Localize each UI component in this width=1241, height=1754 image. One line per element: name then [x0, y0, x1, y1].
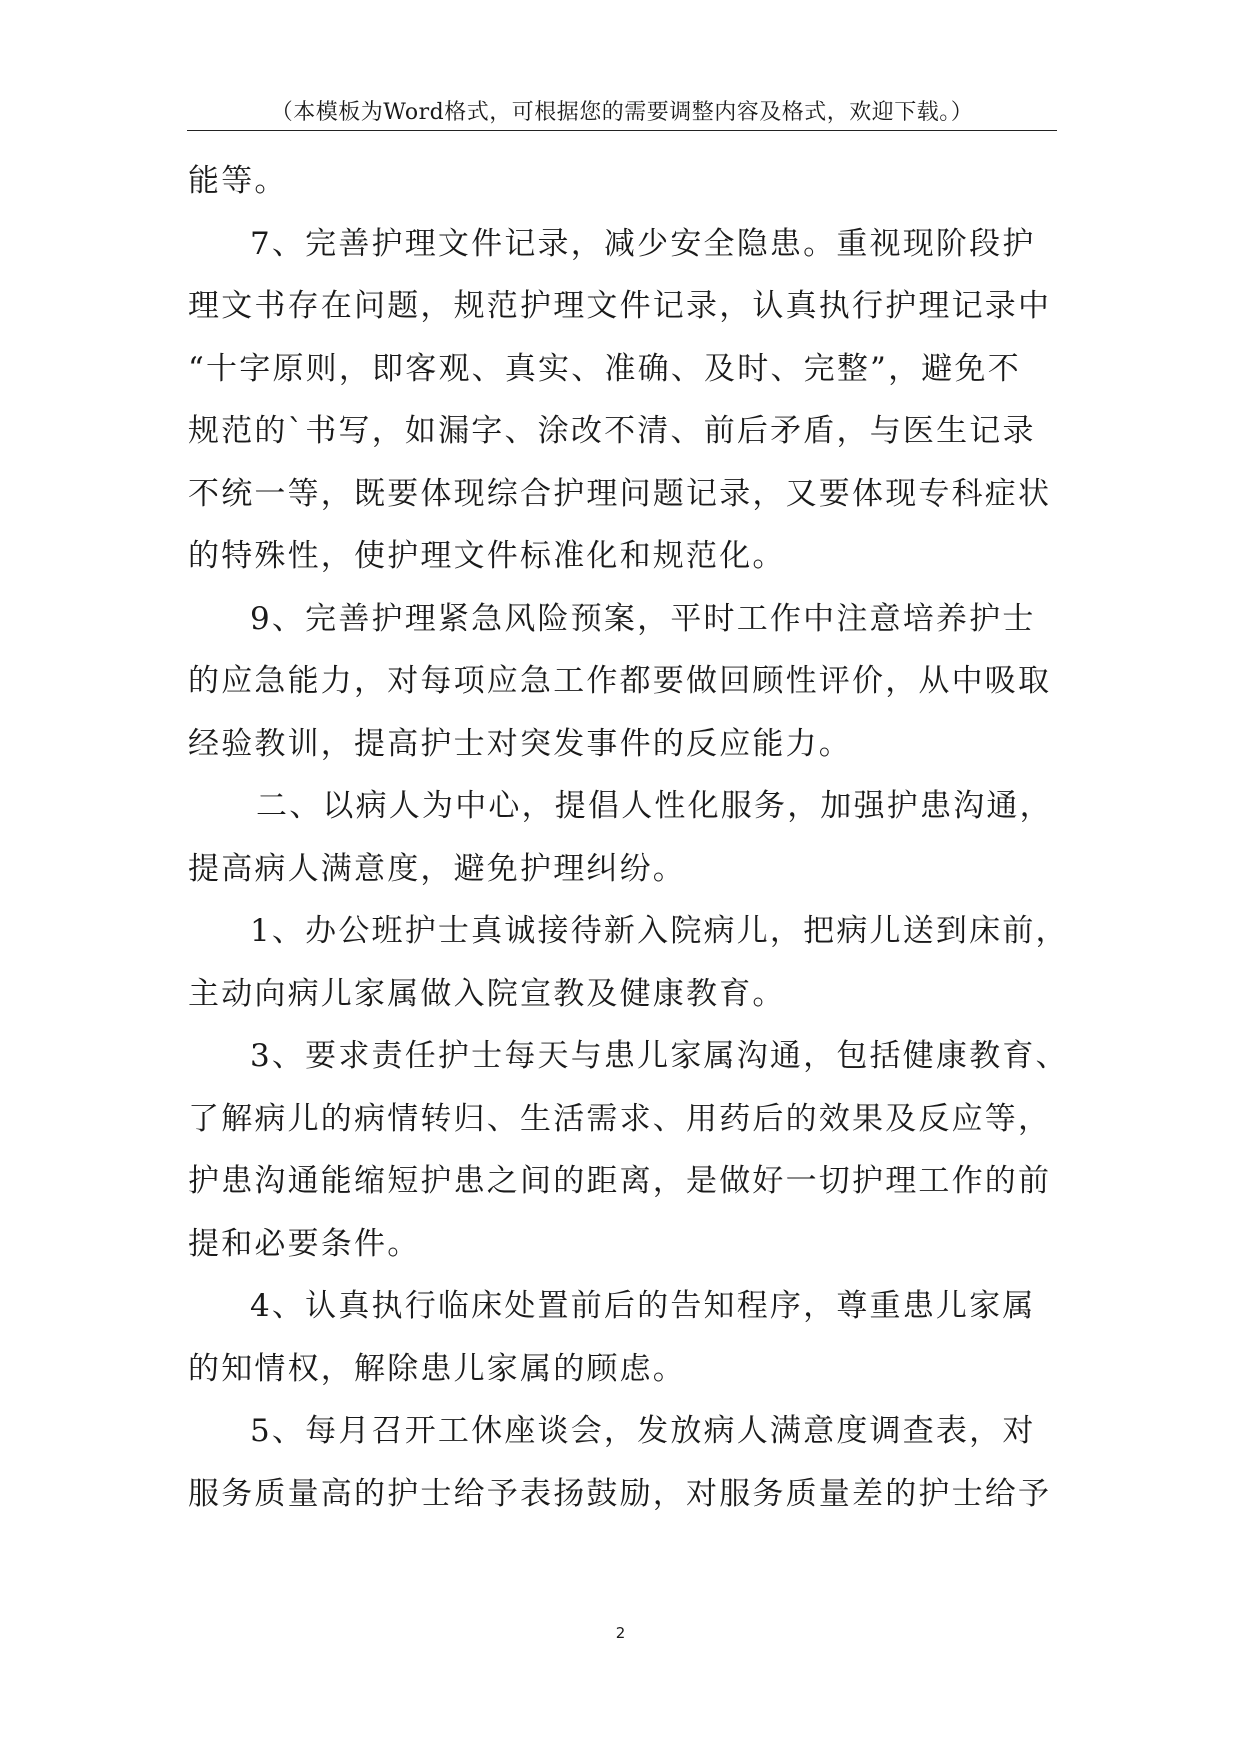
text-line: 了解病儿的病情转归、生活需求、用药后的效果及反应等，	[188, 1100, 1052, 1137]
paragraph-item-3	[188, 1025, 1069, 1275]
paragraph-item-1	[188, 900, 1069, 1025]
paragraph-item-4	[188, 1275, 1058, 1400]
text-line: 1、办公班护士真诚接待新入院病儿，把病儿送到床前，	[250, 913, 1069, 949]
text-line: 服务质量高的护士给予表扬鼓励，对服务质量差的护士给予	[188, 1475, 1052, 1512]
text-line: 能等。	[188, 163, 288, 199]
text-line: 9、完善护理紧急风险预案，平时工作中注意培养护士	[250, 600, 1036, 637]
document-body	[188, 150, 1069, 1525]
text-line: 的知情权，解除患儿家属的顾虑。	[188, 1350, 686, 1387]
text-line: 提高病人满意度，避免护理纠纷。	[188, 850, 686, 887]
text-line: 3、要求责任护士每天与患儿家属沟通，包括健康教育、	[250, 1038, 1069, 1074]
text-line: 提和必要条件。	[188, 1225, 421, 1262]
page-number: 2	[615, 1624, 626, 1642]
text-line: 的应急能力，对每项应急工作都要做回顾性评价，从中吸取	[188, 663, 1052, 699]
page-header-note: （本模板为Word格式，可根据您的需要调整内容及格式，欢迎下载。）	[270, 100, 974, 125]
text-line: 主动向病儿家属做入院宣教及健康教育。	[188, 975, 786, 1012]
text-line: “十字原则，即客观、真实、准确、及时、完整”，避免不	[188, 350, 1021, 387]
section-heading-two	[188, 775, 1058, 900]
paragraph-continuation	[188, 150, 1058, 213]
text-line: 7、完善护理文件记录，减少安全隐患。重视现阶段护	[250, 225, 1036, 262]
paragraph-item-7	[188, 213, 1058, 588]
text-line: 的特殊性，使护理文件标准化和规范化。	[188, 538, 786, 574]
header-divider	[187, 130, 1057, 131]
text-line: 经验教训，提高护士对突发事件的反应能力。	[188, 725, 852, 762]
text-line: 5、每月召开工休座谈会，发放病人满意度调查表，对	[250, 1413, 1036, 1449]
text-line: 理文书存在问题，规范护理文件记录，认真执行护理记录中	[188, 288, 1052, 324]
text-line: 不统一等，既要体现综合护理问题记录，又要体现专科症状	[188, 475, 1052, 512]
paragraph-item-5	[188, 1400, 1058, 1525]
text-line: 二、以病人为中心，提倡人性化服务，加强护患沟通，	[256, 788, 1053, 824]
text-line: 护患沟通能缩短护患之间的距离，是做好一切护理工作的前	[188, 1163, 1052, 1199]
text-line: 规范的`书写，如漏字、涂改不清、前后矛盾，与医生记录	[188, 413, 1036, 449]
text-line: 4、认真执行临床处置前后的告知程序，尊重患儿家属	[250, 1288, 1036, 1324]
paragraph-item-9	[188, 588, 1058, 776]
